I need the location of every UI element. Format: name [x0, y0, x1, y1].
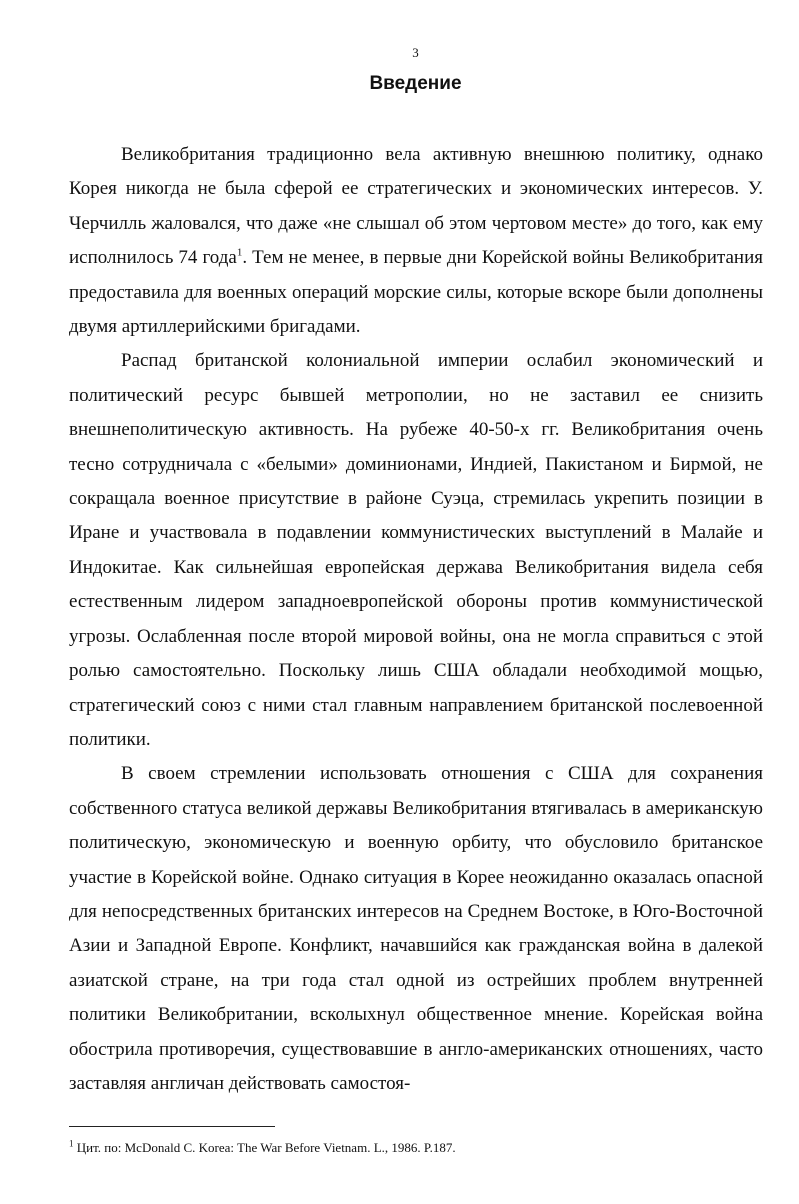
paragraph-1: [69, 138, 763, 344]
paragraph-1-text-continued: . Тем не менее, в первые дни Корейской войны Великобритания предоставила для военных операций морские силы, которые вскоре были дополнены двумя артиллерийскими бригадами.: [69, 247, 763, 338]
footnote-divider: [69, 1126, 275, 1127]
footnote-marker: 1: [69, 1138, 74, 1149]
paragraph-3: В своем стремлении использовать отношения с США для сохранения собственного статуса великой державы Великобритания втягивалась в американскую политическую, экономическую и военную орбиту, что обусловило британское участие в Корейской войне. Однако ситуация в Корее неожиданно оказалась опасной для непосредственных британских интересов на Среднем Востоке, в Юго-Восточной Азии и Западной Европе. Конфликт, начавшийся как гражданская война в далекой азиатской стране, на три года стал одной из острейших проблем внутренней политики Великобритании, всколыхнул общественное мнение. Корейская война обострила противоречия, существовавшие в англо-американских отношениях, часто заставляя англичан действовать самостоя-: [69, 763, 763, 1094]
footnote-text: Цит. по: McDonald C. Korea: The War Before Vietnam. L., 1986. P.187.: [76, 1140, 456, 1155]
paragraph-1-text: Великобритания традиционно вела активную внешнюю политику, однако Корея никогда не была сферой ее стратегических и экономических интересов. У. Черчилль жаловался, что даже «не слышал об этом чертовом месте» до того, как ему исполнилось 74 года: [69, 144, 763, 269]
page-number: 3: [412, 45, 419, 60]
footnote-reference: 1: [236, 246, 243, 259]
page-title: Введение: [369, 73, 462, 94]
footnote: [69, 1140, 769, 1156]
paragraph-2: Распад британской колониальной империи ослабил экономический и политический ресурс бывшей метрополии, но не заставил ее снизить внешнеполитическую активность. На рубеже 40-50-х гг. Великобритания очень тесно сотрудничала с «белыми» доминионами, Индией, Пакистаном и Бирмой, не сокращала военное присутствие в районе Суэца, стремилась укрепить позиции в Иране и участвовала в подавлении коммунистических выступлений в Малайе и Индокитае. Как сильнейшая европейская держава Великобритания видела себя естественным лидером западноевропейской обороны против коммунистической угрозы. Ослабленная после второй мировой войны, она не могла справиться с этой ролью самостоятельно. Поскольку лишь США обладали необходимой мощью, стратегический союз с ними стал главным направлением британской послевоенной политики.: [69, 350, 763, 750]
body-text: [69, 138, 763, 1101]
